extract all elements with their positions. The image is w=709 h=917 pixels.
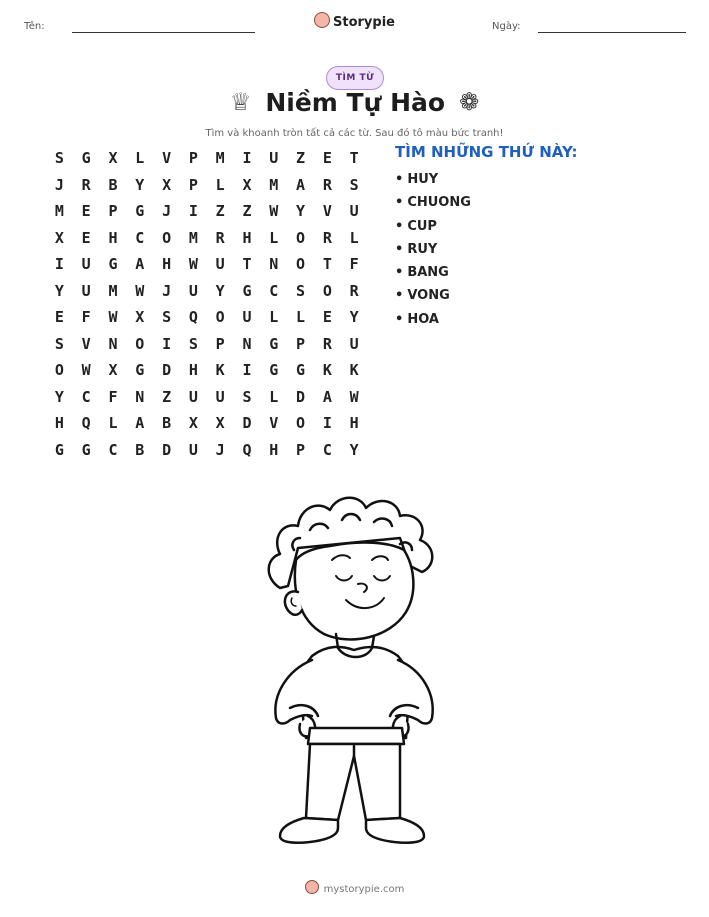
grid-cell[interactable]: R <box>349 281 359 300</box>
grid-cell[interactable]: G <box>135 202 145 220</box>
grid-cell[interactable]: Z <box>215 202 225 220</box>
grid-cell[interactable]: O <box>296 255 306 273</box>
grid-cell[interactable]: K <box>215 361 225 379</box>
bullet: • <box>395 265 404 281</box>
grid-cell[interactable]: Y <box>349 440 359 459</box>
date-label: Ngày: <box>492 21 521 32</box>
grid-cell[interactable]: G <box>54 440 64 459</box>
word-list-item <box>395 240 471 263</box>
grid-cell[interactable]: X <box>188 414 198 432</box>
grid-cell[interactable]: M <box>188 228 198 247</box>
grid-cell[interactable]: L <box>349 228 359 247</box>
grid-cell[interactable]: U <box>215 255 225 273</box>
instructions: Tìm và khoanh tròn tất cả các từ. Sau đó tô màu bức tranh! <box>205 128 504 139</box>
grid-row <box>46 278 368 305</box>
grid-cell[interactable]: A <box>135 414 145 432</box>
grid-cell[interactable]: Z <box>162 387 172 406</box>
word-text: BANG <box>407 265 449 281</box>
wreath-icon: ❁ <box>459 88 480 116</box>
grid-cell[interactable]: E <box>322 308 332 326</box>
word-text: HOA <box>407 311 439 327</box>
grid-cell[interactable]: H <box>349 414 359 432</box>
grid-cell[interactable]: T <box>322 255 332 273</box>
storypie-logo-icon <box>314 12 330 28</box>
bullet: • <box>395 218 404 234</box>
grid-cell[interactable]: N <box>242 334 252 353</box>
grid-cell[interactable]: L <box>108 414 118 432</box>
grid-cell[interactable]: O <box>296 228 306 247</box>
grid-row <box>46 357 368 384</box>
grid-cell[interactable]: O <box>296 414 306 432</box>
word-list-title: TÌM NHỮNG THỨ NÀY: <box>395 143 578 161</box>
grid-cell[interactable]: E <box>54 308 64 326</box>
grid-cell[interactable]: U <box>188 387 198 406</box>
grid-row <box>46 437 368 464</box>
grid-cell[interactable]: L <box>269 387 279 406</box>
word-text: CHUONG <box>407 195 471 211</box>
name-field[interactable] <box>72 32 255 33</box>
grid-cell[interactable]: U <box>215 387 225 406</box>
grid-cell[interactable]: G <box>81 149 91 167</box>
grid-cell[interactable]: Y <box>349 308 359 326</box>
grid-cell[interactable]: P <box>108 202 118 220</box>
grid-cell[interactable]: T <box>242 255 252 273</box>
grid-cell[interactable]: U <box>242 308 252 326</box>
grid-cell[interactable]: X <box>242 175 252 194</box>
grid-cell[interactable]: S <box>349 175 359 194</box>
grid-cell[interactable]: B <box>135 440 145 459</box>
grid-cell[interactable]: H <box>54 414 64 432</box>
grid-cell[interactable]: O <box>215 308 225 326</box>
grid-cell[interactable]: H <box>108 228 118 247</box>
grid-cell[interactable]: B <box>162 414 172 432</box>
grid-cell[interactable]: J <box>215 440 225 459</box>
name-label: Tên: <box>24 21 45 32</box>
bullet: • <box>395 311 404 327</box>
grid-cell[interactable]: J <box>54 175 64 194</box>
grid-cell[interactable]: Q <box>81 414 91 432</box>
proud-boy-illustration <box>250 488 458 853</box>
grid-cell[interactable]: Y <box>54 387 64 406</box>
grid-cell[interactable]: S <box>296 281 306 300</box>
bullet: • <box>395 288 404 304</box>
brand <box>0 12 709 30</box>
grid-cell[interactable]: B <box>108 175 118 194</box>
grid-cell[interactable]: C <box>135 228 145 247</box>
grid-cell[interactable]: V <box>81 334 91 353</box>
grid-cell[interactable]: H <box>162 255 172 273</box>
grid-cell[interactable]: O <box>135 334 145 353</box>
grid-cell[interactable]: U <box>349 202 359 220</box>
grid-cell[interactable]: Q <box>242 440 252 459</box>
bullet: • <box>395 195 404 211</box>
grid-cell[interactable]: P <box>296 334 306 353</box>
grid-cell[interactable]: C <box>269 281 279 300</box>
grid-cell[interactable]: X <box>215 414 225 432</box>
grid-row <box>46 304 368 331</box>
grid-cell[interactable]: X <box>135 308 145 326</box>
grid-cell[interactable]: Z <box>296 149 306 167</box>
grid-cell[interactable]: U <box>81 255 91 273</box>
grid-cell[interactable]: L <box>269 308 279 326</box>
grid-cell[interactable]: Z <box>242 202 252 220</box>
bullet: • <box>395 172 404 187</box>
grid-row <box>46 251 368 278</box>
grid-row <box>46 225 368 252</box>
grid-cell[interactable]: G <box>269 334 279 353</box>
word-list-item <box>395 310 471 333</box>
grid-cell[interactable]: O <box>54 361 64 379</box>
brand-name: Storypie <box>333 15 395 30</box>
grid-cell[interactable]: W <box>81 361 91 379</box>
footer <box>0 880 709 895</box>
word-text: RUY <box>407 241 438 257</box>
grid-cell[interactable]: G <box>108 255 118 273</box>
word-text: VONG <box>407 288 450 304</box>
grid-cell[interactable]: K <box>349 361 359 379</box>
grid-cell[interactable]: U <box>81 281 91 300</box>
grid-cell[interactable]: O <box>162 228 172 247</box>
grid-cell[interactable]: V <box>162 149 172 167</box>
grid-cell[interactable]: M <box>108 281 118 300</box>
grid-cell[interactable]: W <box>135 281 145 300</box>
grid-cell[interactable]: R <box>322 228 332 247</box>
word-list-item <box>395 217 471 240</box>
grid-cell[interactable]: S <box>162 308 172 326</box>
grid-cell[interactable]: U <box>349 334 359 353</box>
grid-row <box>46 198 368 225</box>
face-outline <box>295 543 414 640</box>
storypie-logo-icon <box>305 880 319 894</box>
grid-cell[interactable]: G <box>269 361 279 379</box>
grid-cell[interactable]: X <box>108 361 118 379</box>
left-shoe <box>280 818 338 843</box>
date-field[interactable] <box>538 32 686 33</box>
grid-cell[interactable]: W <box>269 202 279 220</box>
grid-cell[interactable]: G <box>81 440 91 459</box>
word-list <box>395 170 471 333</box>
grid-cell[interactable]: P <box>188 175 198 194</box>
word-text: CUP <box>407 218 437 234</box>
grid-cell[interactable]: S <box>54 334 64 353</box>
grid-row <box>46 172 368 199</box>
grid-cell[interactable]: Y <box>215 281 225 300</box>
word-list-item <box>395 286 471 309</box>
footer-site: mystorypie.com <box>323 884 405 895</box>
grid-cell[interactable]: I <box>54 255 64 273</box>
crown-icon: ♕ <box>229 88 252 116</box>
grid-cell[interactable]: W <box>349 387 359 406</box>
grid-cell[interactable]: S <box>188 334 198 353</box>
grid-cell[interactable]: N <box>135 387 145 406</box>
grid-cell[interactable]: I <box>322 414 332 432</box>
grid-row <box>46 410 368 437</box>
grid-cell[interactable]: J <box>162 202 172 220</box>
grid-cell[interactable]: I <box>162 334 172 353</box>
grid-cell[interactable]: P <box>296 440 306 459</box>
grid-cell[interactable]: C <box>322 440 332 459</box>
grid-cell[interactable]: S <box>242 387 252 406</box>
grid-cell[interactable]: L <box>215 175 225 194</box>
word-list-item <box>395 263 471 286</box>
word-list-item <box>395 170 471 193</box>
grid-cell[interactable]: Q <box>188 308 198 326</box>
grid-cell[interactable]: G <box>296 361 306 379</box>
grid-cell[interactable]: M <box>54 202 64 220</box>
grid-cell[interactable]: D <box>242 414 252 432</box>
title-text: Niềm Tự Hào <box>265 88 446 117</box>
grid-cell[interactable]: H <box>188 361 198 379</box>
grid-cell[interactable]: X <box>108 149 118 167</box>
word-text: HUY <box>407 172 439 187</box>
right-shoe <box>366 818 424 843</box>
grid-cell[interactable]: R <box>215 228 225 247</box>
grid-cell[interactable]: H <box>242 228 252 247</box>
grid-row <box>46 331 368 358</box>
grid-cell[interactable]: V <box>322 202 332 220</box>
grid-cell[interactable]: I <box>188 202 198 220</box>
grid-cell[interactable]: J <box>162 281 172 300</box>
grid-cell[interactable]: R <box>322 334 332 353</box>
grid-cell[interactable]: A <box>322 387 332 406</box>
page-title <box>0 88 709 117</box>
grid-cell[interactable]: D <box>296 387 306 406</box>
grid-row <box>46 145 368 172</box>
grid-cell[interactable]: P <box>188 149 198 167</box>
grid-cell[interactable]: I <box>242 149 252 167</box>
grid-cell[interactable]: Y <box>135 175 145 194</box>
grid-cell[interactable]: E <box>322 149 332 167</box>
worksheet-type-badge: TÌM TỪ <box>326 66 384 90</box>
word-list-item <box>395 193 471 216</box>
grid-cell[interactable]: W <box>188 255 198 273</box>
grid-cell[interactable]: D <box>162 440 172 459</box>
grid-cell[interactable]: N <box>108 334 118 353</box>
grid-cell[interactable]: A <box>296 175 306 194</box>
grid-cell[interactable]: S <box>54 149 64 167</box>
grid-cell[interactable]: G <box>242 281 252 300</box>
grid-cell[interactable]: G <box>135 361 145 379</box>
grid-cell[interactable]: R <box>322 175 332 194</box>
grid-cell[interactable]: M <box>269 175 279 194</box>
grid-cell[interactable]: F <box>349 255 359 273</box>
grid-cell[interactable]: L <box>135 149 145 167</box>
grid-cell[interactable]: F <box>108 387 118 406</box>
grid-cell[interactable]: Y <box>54 281 64 300</box>
grid-cell[interactable]: C <box>81 387 91 406</box>
grid-cell[interactable]: F <box>81 308 91 326</box>
grid-cell[interactable]: Y <box>296 202 306 220</box>
grid-cell[interactable]: W <box>108 308 118 326</box>
grid-cell[interactable]: X <box>54 228 64 247</box>
bullet: • <box>395 241 404 257</box>
grid-cell[interactable]: H <box>269 440 279 459</box>
grid-cell[interactable]: K <box>322 361 332 379</box>
grid-cell[interactable]: E <box>81 228 91 247</box>
grid-cell[interactable]: R <box>81 175 91 194</box>
grid-cell[interactable]: M <box>215 149 225 167</box>
grid-cell[interactable]: U <box>188 281 198 300</box>
grid-row <box>46 384 368 411</box>
grid-cell[interactable]: U <box>269 149 279 167</box>
word-search-grid <box>46 145 368 463</box>
grid-cell[interactable]: V <box>269 414 279 432</box>
grid-cell[interactable]: L <box>296 308 306 326</box>
grid-cell[interactable]: U <box>188 440 198 459</box>
grid-cell[interactable]: A <box>135 255 145 273</box>
grid-cell[interactable]: D <box>162 361 172 379</box>
grid-cell[interactable]: L <box>269 228 279 247</box>
grid-cell[interactable]: X <box>162 175 172 194</box>
grid-cell[interactable]: E <box>81 202 91 220</box>
grid-cell[interactable]: T <box>349 149 359 167</box>
grid-cell[interactable]: I <box>242 361 252 379</box>
grid-cell[interactable]: N <box>269 255 279 273</box>
grid-cell[interactable]: P <box>215 334 225 353</box>
grid-cell[interactable]: O <box>322 281 332 300</box>
grid-cell[interactable]: C <box>108 440 118 459</box>
